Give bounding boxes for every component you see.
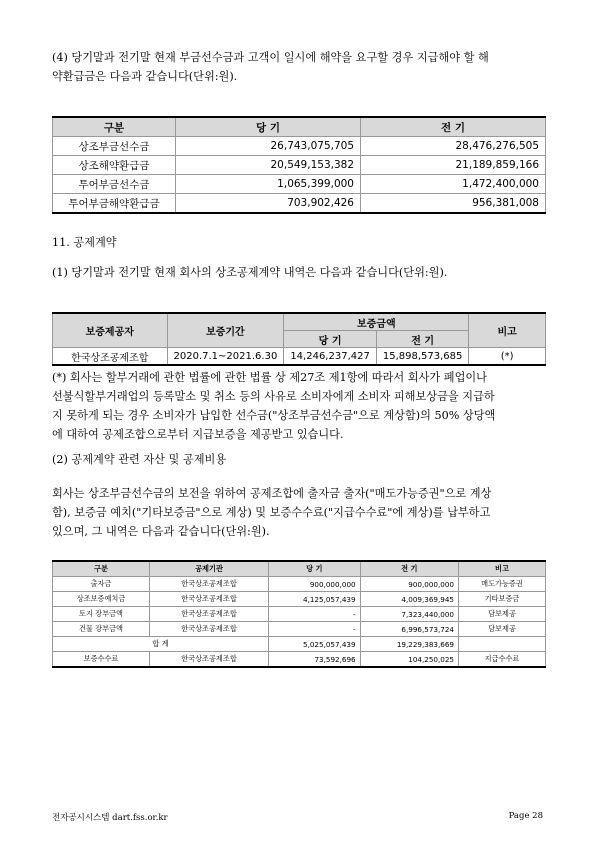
- row-label: 토지 장부금액: [53, 607, 150, 622]
- col-header: 보증금액: [284, 313, 469, 331]
- current-value: 5,025,057,439: [269, 637, 361, 652]
- row-label: 상조보증예치금: [53, 592, 150, 607]
- col-header: 전 기: [361, 117, 546, 137]
- table-row: [53, 156, 546, 175]
- intro-line: 약환급금은 다음과 같습니다(단위:원).: [52, 70, 238, 83]
- row-label: 투어부금해약환급금: [53, 194, 176, 214]
- intro-paragraph: [52, 48, 552, 86]
- col-header: 비고: [459, 561, 546, 577]
- col-header: 공제기관: [150, 561, 269, 577]
- table-row: [53, 175, 546, 194]
- mutual-aid-assets-table: [52, 560, 546, 668]
- note-cell: 담보제공: [459, 622, 546, 637]
- prior-value: 15,898,573,685: [376, 348, 469, 366]
- body-line: 있으며, 그 내역은 다음과 같습니다(단위:원).: [52, 525, 270, 538]
- current-value: 1,065,399,000: [176, 175, 361, 194]
- note-cell: 매도가능증권: [459, 577, 546, 592]
- body-line: 회사는 상조부금선수금의 보전을 위하여 공제조합에 출자금 출자("매도가능증권"으로 계상: [52, 487, 492, 500]
- note-cell: 담보제공: [459, 607, 546, 622]
- current-value: 26,743,075,705: [176, 137, 361, 156]
- current-value: 73,592,696: [269, 652, 361, 668]
- current-value: 703,902,426: [176, 194, 361, 214]
- table-row: [53, 348, 546, 366]
- footnote-line: 선불식할부거래업의 등록말소 및 취소 등의 사유로 소비자에게 소비자 피해보상금을 지급하: [52, 390, 495, 403]
- col-header: 당 기: [269, 561, 361, 577]
- col-header: 보증기간: [167, 313, 284, 348]
- row-label: 건물 장부금액: [53, 622, 150, 637]
- col-header: 당 기: [176, 117, 361, 137]
- prior-value: 6,996,573,724: [360, 622, 458, 637]
- total-row: [53, 637, 546, 652]
- table-row: [53, 652, 546, 668]
- current-value: 20,549,153,382: [176, 156, 361, 175]
- page-number: Page 28: [508, 811, 543, 821]
- current-value: 4,125,057,439: [269, 592, 361, 607]
- footnote-line: 지 못하게 되는 경우 소비자가 납입한 선수금("상조부금선수금"으로 계상함)의 50% 상당액: [52, 409, 496, 422]
- note-cell: (*): [469, 348, 546, 366]
- subsection-heading: (2) 공제계약 관련 자산 및 공제비용: [52, 453, 227, 466]
- institution-cell: 한국상조공제조합: [150, 652, 269, 668]
- section-title: 11. 공제계약: [52, 236, 117, 249]
- current-value: 900,000,000: [269, 577, 361, 592]
- row-label: 보증수수료: [53, 652, 150, 668]
- col-header: 당 기: [284, 331, 377, 348]
- period-cell: 2020.7.1~2021.6.30: [167, 348, 284, 366]
- institution-cell: 한국상조공제조합: [150, 577, 269, 592]
- table-row: [53, 577, 546, 592]
- row-label: 상조해약환급금: [53, 156, 176, 175]
- prior-value: 4,009,369,945: [360, 592, 458, 607]
- row-label: 출자금: [53, 577, 150, 592]
- institution-cell: 한국상조공제조합: [150, 622, 269, 637]
- col-header: 구분: [53, 561, 150, 577]
- footnote-paragraph: [52, 368, 552, 444]
- table-row: [53, 137, 546, 156]
- refund-table: [52, 116, 546, 214]
- guarantee-table: [52, 312, 546, 366]
- prior-value: 28,476,276,505: [361, 137, 546, 156]
- current-value: -: [269, 622, 361, 637]
- row-label: 투어부금선수금: [53, 175, 176, 194]
- row-label: 상조부금선수금: [53, 137, 176, 156]
- prior-value: 1,472,400,000: [361, 175, 546, 194]
- prior-value: 7,323,440,000: [360, 607, 458, 622]
- footnote-line: 에 대하여 공제조합으로부터 지급보증을 제공받고 있습니다.: [52, 428, 344, 441]
- current-value: -: [269, 607, 361, 622]
- footer-source: 전자공시시스템 dart.fss.or.kr: [52, 813, 168, 823]
- table-row: [53, 592, 546, 607]
- current-value: 14,246,237,427: [284, 348, 377, 366]
- note-cell: 기타보증금: [459, 592, 546, 607]
- provider-cell: 한국상조공제조합: [53, 348, 168, 366]
- note-cell: [459, 637, 546, 652]
- total-label: 합 계: [53, 637, 269, 652]
- col-header: 비고: [469, 313, 546, 348]
- prior-value: 900,000,000: [360, 577, 458, 592]
- footnote-line: (*) 회사는 할부거래에 관한 법률에 관한 법률 상 제27조 제1항에 따라서 회사가 폐업이나: [52, 371, 487, 384]
- table-row: [53, 194, 546, 214]
- prior-value: 104,250,025: [360, 652, 458, 668]
- intro-line: (4) 당기말과 전기말 현재 부금선수금과 고객이 일시에 해약을 요구할 경우 지급해야 할 해: [52, 51, 489, 64]
- col-header: 전 기: [376, 331, 469, 348]
- note-cell: 지급수수료: [459, 652, 546, 668]
- table-row: [53, 607, 546, 622]
- prior-value: 19,229,383,669: [360, 637, 458, 652]
- body-paragraph: [52, 484, 552, 541]
- institution-cell: 한국상조공제조합: [150, 607, 269, 622]
- body-line: 함), 보증금 예치("기타보증금"으로 계상) 및 보증수수료("지급수수료"에 계상)를 납부하고: [52, 506, 491, 519]
- col-header: 보증제공자: [53, 313, 168, 348]
- prior-value: 21,189,859,166: [361, 156, 546, 175]
- prior-value: 956,381,008: [361, 194, 546, 214]
- institution-cell: 한국상조공제조합: [150, 592, 269, 607]
- subsection-heading: (1) 당기말과 전기말 현재 회사의 상조공제계약 내역은 다음과 같습니다(단위:원).: [52, 266, 448, 279]
- table-row: [53, 622, 546, 637]
- col-header: 전 기: [360, 561, 458, 577]
- col-header: 구분: [53, 117, 176, 137]
